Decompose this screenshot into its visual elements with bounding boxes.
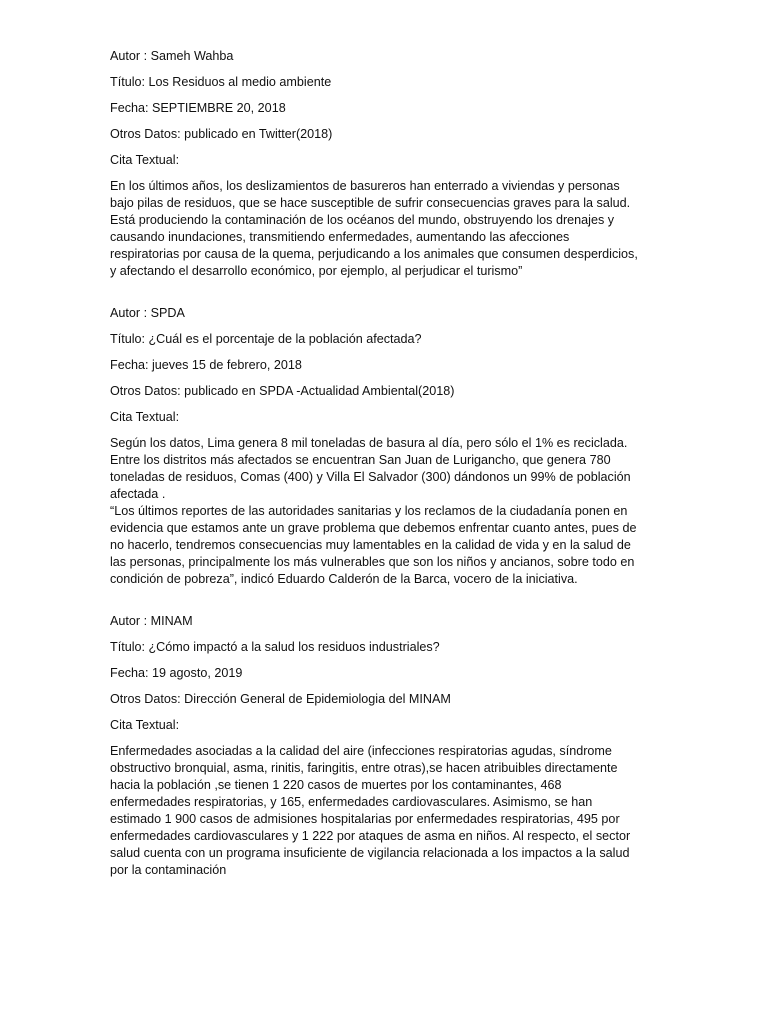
title-line: Título: ¿Cómo impactó a la salud los residuos industriales? bbox=[110, 640, 440, 654]
quote-label: Cita Textual: bbox=[110, 718, 180, 732]
title-line: Título: Los Residuos al medio ambiente bbox=[110, 75, 332, 89]
date-line: Fecha: jueves 15 de febrero, 2018 bbox=[110, 358, 302, 372]
quote-label: Cita Textual: bbox=[110, 153, 180, 167]
title-line: Título: ¿Cuál es el porcentaje de la población afectada? bbox=[110, 332, 422, 346]
citation-entry-2 bbox=[110, 305, 660, 588]
other-data-line: Otros Datos: Dirección General de Epidemiologia del MINAM bbox=[110, 692, 451, 706]
citation-entry-3 bbox=[110, 613, 660, 879]
citation-entry-1 bbox=[110, 48, 660, 280]
date-line: Fecha: SEPTIEMBRE 20, 2018 bbox=[110, 101, 286, 115]
author-line: Autor : Sameh Wahba bbox=[110, 49, 234, 63]
quote-text: En los últimos años, los deslizamientos de basureros han enterrado a viviendas y personas bajo pilas de residuos, que se hace susceptible de sufrir consecuencias graves para la salud. Está produciendo la contaminación de los océanos del mundo, obstruyendo los drenajes y causando inundaciones, transmitiendo enfermedades, aumentando las afecciones respiratorias por causa de la quema, perjudicando a los animales que consumen desperdicios, y afectando el desarrollo económico, por ejemplo, al perjudicar el turismo” bbox=[110, 179, 638, 278]
quote-text: Enfermedades asociadas a la calidad del aire (infecciones respiratorias agudas, síndrome obstructivo bronquial, asma, rinitis, faringitis, entre otras),se hacen atribuibles directamente hacia la población ,se tienen 1 220 casos de muertes por los contaminantes, 468 enfermedades respiratorias, y 165, enfermedades cardiovasculares. Asimismo, se han estimado 1 900 casos de admisiones hospitalarias por enfermedades respiratorias, 495 por enfermedades cardiovasculares y 1 222 por ataques de asma en niños. Al respecto, el sector salud cuenta con un programa insuficiente de vigilancia relacionada a los impactos a la salud por la contaminación bbox=[110, 744, 631, 877]
quote-text: Según los datos, Lima genera 8 mil toneladas de basura al día, pero sólo el 1% es reciclada. Entre los distritos más afectados se encuentran San Juan de Lurigancho, que genera 780 toneladas de residuos, Comas (400) y Villa El Salvador (300) dándonos un 99% de población afectada . “Los últimos reportes de las autoridades sanitarias y los reclamos de la ciudadanía ponen en evidencia que estamos ante un grave problema que debemos enfrentar cuanto antes, pues de no hacerlo, tendremos consecuencias muy lamentables en la calidad de vida y en la salud de las personas, principalmente los más vulnerables que son los niños y ancianos, sobre todo en condición de pobreza”, indicó Eduardo Calderón de la Barca, vocero de la iniciativa. bbox=[110, 436, 637, 586]
date-line: Fecha: 19 agosto, 2019 bbox=[110, 666, 243, 680]
quote-label: Cita Textual: bbox=[110, 410, 180, 424]
document-page bbox=[110, 48, 660, 879]
author-line: Autor : MINAM bbox=[110, 614, 193, 628]
author-line: Autor : SPDA bbox=[110, 306, 185, 320]
other-data-line: Otros Datos: publicado en SPDA -Actualidad Ambiental(2018) bbox=[110, 384, 455, 398]
other-data-line: Otros Datos: publicado en Twitter(2018) bbox=[110, 127, 333, 141]
